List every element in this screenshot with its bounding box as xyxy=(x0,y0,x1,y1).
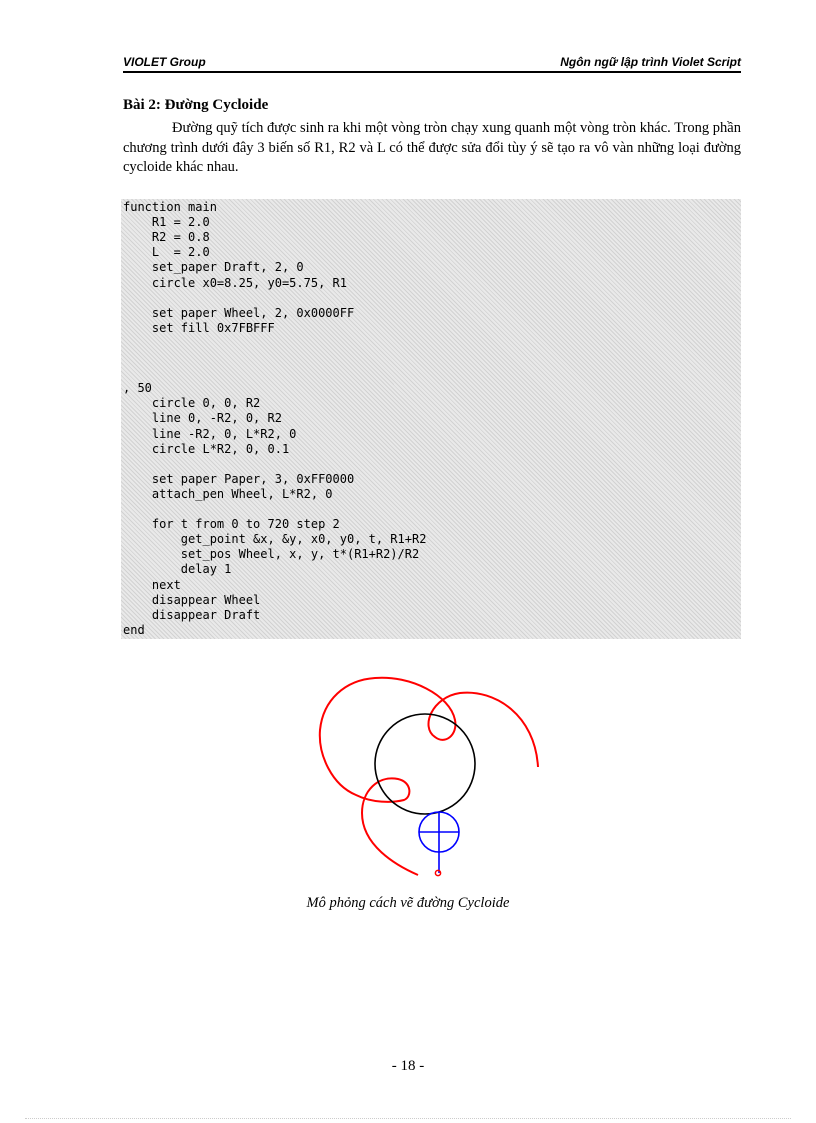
code-line: set_pos Wheel, x, y, t*(R1+R2)/R2 xyxy=(123,547,420,562)
code-line: set paper Wheel, 2, 0x0000FF xyxy=(123,305,355,320)
code-line: line 0, -R2, 0, R2 xyxy=(123,411,282,426)
code-line: R1 = 2.0 xyxy=(123,215,210,230)
code-line: delay 1 xyxy=(123,562,232,577)
code-line: circle x0=8.25, y0=5.75, R1 xyxy=(123,275,347,290)
code-line: , 50 xyxy=(123,381,152,396)
fixed-circle xyxy=(375,714,475,814)
pen-dot xyxy=(435,870,440,875)
code-line: attach_pen Wheel, L*R2, 0 xyxy=(123,486,333,501)
code-line: next xyxy=(123,577,181,592)
cycloide-figure xyxy=(300,675,560,890)
code-line: set paper Paper, 3, 0xFF0000 xyxy=(123,471,355,486)
cycloide-diagram xyxy=(300,675,560,885)
page-number: - 18 - xyxy=(391,1058,425,1074)
intro-paragraph: Đường quỹ tích được sinh ra khi một vòng tròn chạy xung quanh một vòng tròn khác. Trong phần chương trình dưới đây 3 biến số R1, R2 và L có thể được sửa đổi tùy ý sẽ tạo ra vô vàn những loại đường cycloide khác nhau. xyxy=(123,120,741,175)
code-line: disappear Draft xyxy=(123,607,261,622)
footer-rule xyxy=(25,1118,791,1119)
code-line: R2 = 0.8 xyxy=(123,230,210,245)
code-line: L = 2.0 xyxy=(123,245,210,260)
code-line: circle L*R2, 0, 0.1 xyxy=(123,441,290,456)
code-line: for t from 0 to 720 step 2 xyxy=(123,517,340,532)
code-line: circle 0, 0, R2 xyxy=(123,396,261,411)
rolling-wheel xyxy=(419,812,459,873)
header-right: Ngôn ngữ lập trình Violet Script xyxy=(560,55,741,69)
code-line: set_paper Draft, 2, 0 xyxy=(123,260,304,275)
code-line: set fill 0x7FBFFF xyxy=(123,320,275,335)
header-rule xyxy=(123,71,741,73)
code-block xyxy=(121,199,741,639)
code-line: end xyxy=(123,622,145,637)
code-line: function main xyxy=(123,200,217,214)
section-title: Bài 2: Đường Cycloide xyxy=(123,97,269,113)
cycloide-curve xyxy=(320,678,538,875)
code-line: get_point &x, &y, x0, y0, t, R1+R2 xyxy=(123,532,427,547)
page-header xyxy=(123,55,741,71)
header-left: VIOLET Group xyxy=(123,55,206,69)
code-line: disappear Wheel xyxy=(123,592,261,607)
code-line: line -R2, 0, L*R2, 0 xyxy=(123,426,297,441)
figure-caption: Mô phỏng cách vẽ đường Cycloide xyxy=(306,895,510,911)
